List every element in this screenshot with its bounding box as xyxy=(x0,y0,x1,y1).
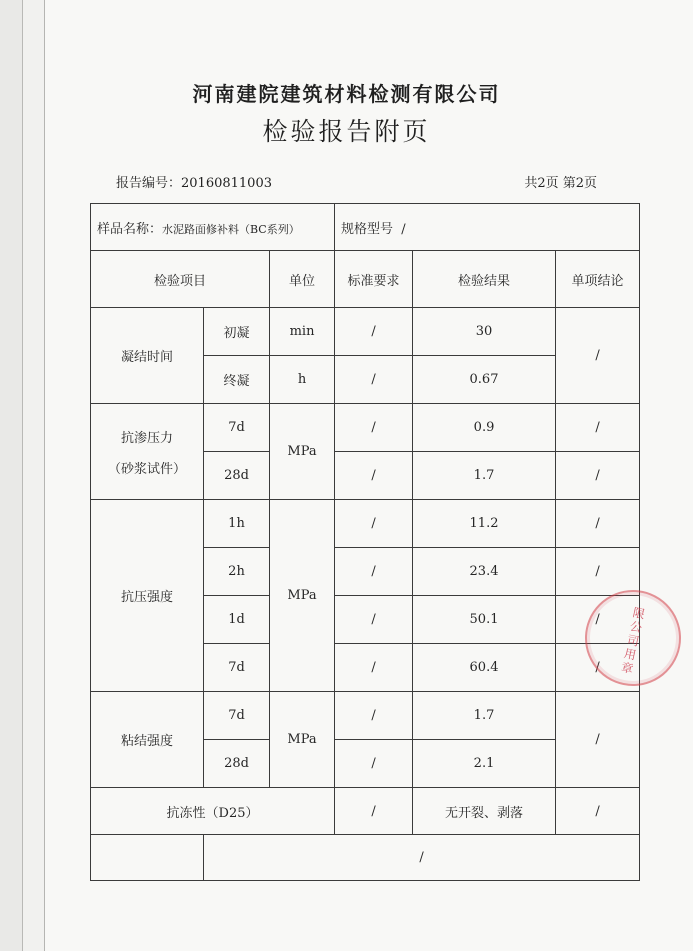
report-number xyxy=(116,172,272,191)
standard-cell: / xyxy=(335,548,413,596)
sub-item: 7d xyxy=(204,404,270,452)
conclusion-cell: / xyxy=(556,692,640,788)
company-seal xyxy=(585,590,681,686)
standard-cell: / xyxy=(335,452,413,500)
impermeability-label-line1: 抗渗压力 xyxy=(120,430,173,446)
result-cell: 0.9 xyxy=(413,404,556,452)
remark-row xyxy=(91,835,640,881)
col-header-conclusion: 单项结论 xyxy=(556,251,640,308)
sample-name-label: 样品名称： xyxy=(97,221,163,237)
spec-value: / xyxy=(401,221,406,237)
sub-item: 2h xyxy=(204,548,270,596)
result-cell: 23.4 xyxy=(413,548,556,596)
compressive-label: 抗压强度 xyxy=(91,500,204,692)
unit-cell: MPa xyxy=(270,500,335,692)
header-row xyxy=(91,251,640,308)
result-cell: 30 xyxy=(413,308,556,356)
sub-item: 7d xyxy=(204,692,270,740)
standard-cell: / xyxy=(335,740,413,788)
standard-cell: / xyxy=(335,692,413,740)
seal-text: 限公司用章 xyxy=(619,605,647,677)
conclusion-cell: / xyxy=(556,404,640,452)
sub-item: 7d xyxy=(204,644,270,692)
sub-item: 28d xyxy=(204,452,270,500)
result-cell: 11.2 xyxy=(413,500,556,548)
sample-name: 水泥路面修补料（BC系列） xyxy=(162,222,300,236)
table-row xyxy=(91,692,640,740)
sub-item: 终凝 xyxy=(204,356,270,404)
impermeability-label-line2: （砂浆试件） xyxy=(107,461,186,477)
col-header-standard: 标准要求 xyxy=(335,251,413,308)
sub-item: 1h xyxy=(204,500,270,548)
col-header-item: 检验项目 xyxy=(91,251,270,308)
result-cell: 60.4 xyxy=(413,644,556,692)
conclusion-cell: / xyxy=(556,308,640,404)
company-name: 河南建院建筑材料检测有限公司 xyxy=(192,82,501,106)
result-cell: 无开裂、剥落 xyxy=(413,788,556,835)
sub-item: 1d xyxy=(204,596,270,644)
conclusion-cell: / xyxy=(556,788,640,835)
conclusion-cell: / xyxy=(556,596,640,644)
document-title: 检验报告附页 xyxy=(262,117,431,146)
setting-time-label: 凝结时间 xyxy=(91,308,204,404)
remark-value: / xyxy=(204,835,640,881)
result-cell: 1.7 xyxy=(413,692,556,740)
conclusion-cell: / xyxy=(556,644,640,692)
impermeability-label xyxy=(91,404,204,500)
conclusion-cell: / xyxy=(556,500,640,548)
standard-cell: / xyxy=(335,308,413,356)
report-number-value: 20160811003 xyxy=(181,176,272,191)
standard-cell: / xyxy=(335,644,413,692)
bond-label: 粘结强度 xyxy=(91,692,204,788)
page-count: 共2页 第2页 xyxy=(524,176,597,191)
result-cell: 2.1 xyxy=(413,740,556,788)
unit-cell: h xyxy=(270,356,335,404)
standard-cell: / xyxy=(335,356,413,404)
remark-label-cell xyxy=(91,835,204,881)
conclusion-cell: / xyxy=(556,548,640,596)
standard-cell: / xyxy=(335,788,413,835)
unit-cell: MPa xyxy=(270,692,335,788)
result-cell: 1.7 xyxy=(413,452,556,500)
sub-item: 初凝 xyxy=(204,308,270,356)
freeze-label: 抗冻性（D25） xyxy=(91,788,335,835)
standard-cell: / xyxy=(335,596,413,644)
result-cell: 50.1 xyxy=(413,596,556,644)
standard-cell: / xyxy=(335,500,413,548)
table-row xyxy=(91,404,640,452)
sub-item: 28d xyxy=(204,740,270,788)
unit-cell: min xyxy=(270,308,335,356)
test-results-table xyxy=(90,203,640,881)
sample-name-cell xyxy=(91,204,335,251)
unit-cell: MPa xyxy=(270,404,335,500)
table-row xyxy=(91,788,640,835)
spec-label: 规格型号 xyxy=(341,221,394,237)
conclusion-cell: / xyxy=(556,452,640,500)
result-cell: 0.67 xyxy=(413,356,556,404)
sample-row xyxy=(91,204,640,251)
table-row xyxy=(91,500,640,548)
col-header-result: 检验结果 xyxy=(413,251,556,308)
report-number-label: 报告编号： xyxy=(116,176,182,191)
table-row xyxy=(91,308,640,356)
standard-cell: / xyxy=(335,404,413,452)
col-header-unit: 单位 xyxy=(270,251,335,308)
spec-cell xyxy=(335,204,640,251)
